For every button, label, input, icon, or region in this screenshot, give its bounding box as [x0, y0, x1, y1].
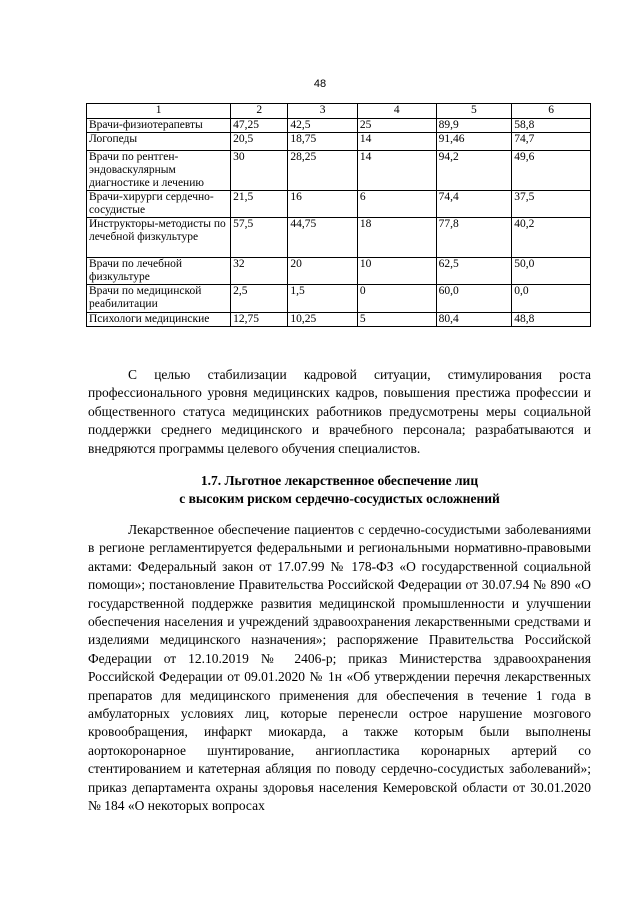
table-cell-value: 62,5: [436, 258, 512, 285]
table-row: [87, 313, 591, 327]
table-cell-value: 20,5: [231, 133, 288, 151]
table-cell-category: Инструкторы-методисты по лечебной физкультуре: [87, 218, 231, 258]
table-cell-value: 49,6: [512, 151, 591, 191]
table-cell-value: 6: [357, 191, 436, 218]
table-cell-value: 42,5: [288, 119, 358, 133]
table-cell-category: Логопеды: [87, 133, 231, 151]
table-cell-value: 20: [288, 258, 358, 285]
table-cell-value: 18,75: [288, 133, 358, 151]
table-cell-value: 58,8: [512, 119, 591, 133]
table-row: [87, 133, 591, 151]
table-row: [87, 218, 591, 258]
column-header: 5: [436, 104, 512, 119]
page-number: 48: [313, 78, 327, 90]
table-cell-value: 14: [357, 151, 436, 191]
table-cell-value: 14: [357, 133, 436, 151]
table-cell-value: 30: [231, 151, 288, 191]
column-header: 6: [512, 104, 591, 119]
table-cell-value: 48,8: [512, 313, 591, 327]
table-cell-value: 0,0: [512, 285, 591, 313]
section-title-line2: с высоким риском сердечно-сосудистых осложнений: [179, 491, 500, 506]
table-cell-value: 91,46: [436, 133, 512, 151]
table-cell-value: 47,25: [231, 119, 288, 133]
table-cell-value: 28,25: [288, 151, 358, 191]
table-cell-value: 5: [357, 313, 436, 327]
table-cell-category: Врачи по рентген-эндоваскулярным диагностике и лечению: [87, 151, 231, 191]
table-header-row: [87, 104, 591, 119]
table-cell-category: Психологи медицинские: [87, 313, 231, 327]
column-header: 4: [357, 104, 436, 119]
table-row: [87, 258, 591, 285]
table-cell-value: 57,5: [231, 218, 288, 258]
table-cell-value: 40,2: [512, 218, 591, 258]
table-cell-category: Врачи по лечебной физкультуре: [87, 258, 231, 285]
table-cell-value: 0: [357, 285, 436, 313]
table-cell-value: 44,75: [288, 218, 358, 258]
table-cell-value: 16: [288, 191, 358, 218]
table-cell-value: 2,5: [231, 285, 288, 313]
column-header: 3: [288, 104, 358, 119]
paragraph-staffing-measures: С целью стабилизации кадровой ситуации, стимулирования роста профессионального уровня медицинских кадров, повышения престижа профессии и общественного статуса медицинских работников предусмотрены меры социальной поддержки среднего медицинского и врачебного персонала; разрабатываются и внедряются программы целевого обучения специалистов.: [88, 367, 591, 456]
table-cell-value: 80,4: [436, 313, 512, 327]
table-cell-value: 37,5: [512, 191, 591, 218]
table-cell-value: 60,0: [436, 285, 512, 313]
table-cell-value: 74,7: [512, 133, 591, 151]
table-cell-value: 10: [357, 258, 436, 285]
table-cell-value: 32: [231, 258, 288, 285]
column-header: 2: [231, 104, 288, 119]
table-cell-value: 94,2: [436, 151, 512, 191]
table-cell-category: Врачи-физиотерапевты: [87, 119, 231, 133]
section-title-line1: 1.7. Льготное лекарственное обеспечение лиц: [200, 473, 479, 488]
staffing-table: [86, 103, 591, 327]
table-cell-category: Врачи по медицинской реабилитации: [87, 285, 231, 313]
table-row: [87, 285, 591, 313]
table-cell-value: 89,9: [436, 119, 512, 133]
paragraph-drug-provision: Лекарственное обеспечение пациентов с сердечно-сосудистыми заболеваниями в регионе регламентируется федеральными и региональными нормативно-правовыми актами: Федеральный закон от 17.07.99 № 178-ФЗ «О государственной социальной помощи»; постановление Правительства Российской Федерации от 30.07.94 № 890 «О государственной поддержке развития медицинской промышленности и улучшении обеспечения населения и учреждений здравоохранения лекарственными средствами и изделиями медицинского назначения»; распоряжение Правительства Российской Федерации от 12.10.2019 № 2406-р; приказ Министерства здравоохранения Российской Федерации от 09.01.2020 № 1н «Об утверждении перечня лекарственных препаратов для медицинского применения для обеспечения в течение 1 года в амбулаторных условиях лиц, которые перенесли острое нарушение мозгового кровообращения, инфаркт миокарда, а также которым были выполнены аортокоронарное шунтирование, ангиопластика коронарных артерий со стентированием и катетерная абляция по поводу сердечно-сосудистых заболеваний»; приказ департамента охраны здоровья населения Кемеровской области от 30.01.2020 № 184 «О некоторых вопросах: [88, 522, 591, 814]
table-row: [87, 119, 591, 133]
table-cell-value: 25: [357, 119, 436, 133]
table-row: [87, 191, 591, 218]
column-header: 1: [87, 104, 231, 119]
table-cell-value: 77,8: [436, 218, 512, 258]
table-cell-value: 21,5: [231, 191, 288, 218]
table-cell-value: 74,4: [436, 191, 512, 218]
table-cell-value: 50,0: [512, 258, 591, 285]
table-cell-value: 18: [357, 218, 436, 258]
table-row: [87, 151, 591, 191]
table-cell-value: 12,75: [231, 313, 288, 327]
table-cell-value: 1,5: [288, 285, 358, 313]
table-cell-category: Врачи-хирурги сердечно-сосудистые: [87, 191, 231, 218]
table-cell-value: 10,25: [288, 313, 358, 327]
